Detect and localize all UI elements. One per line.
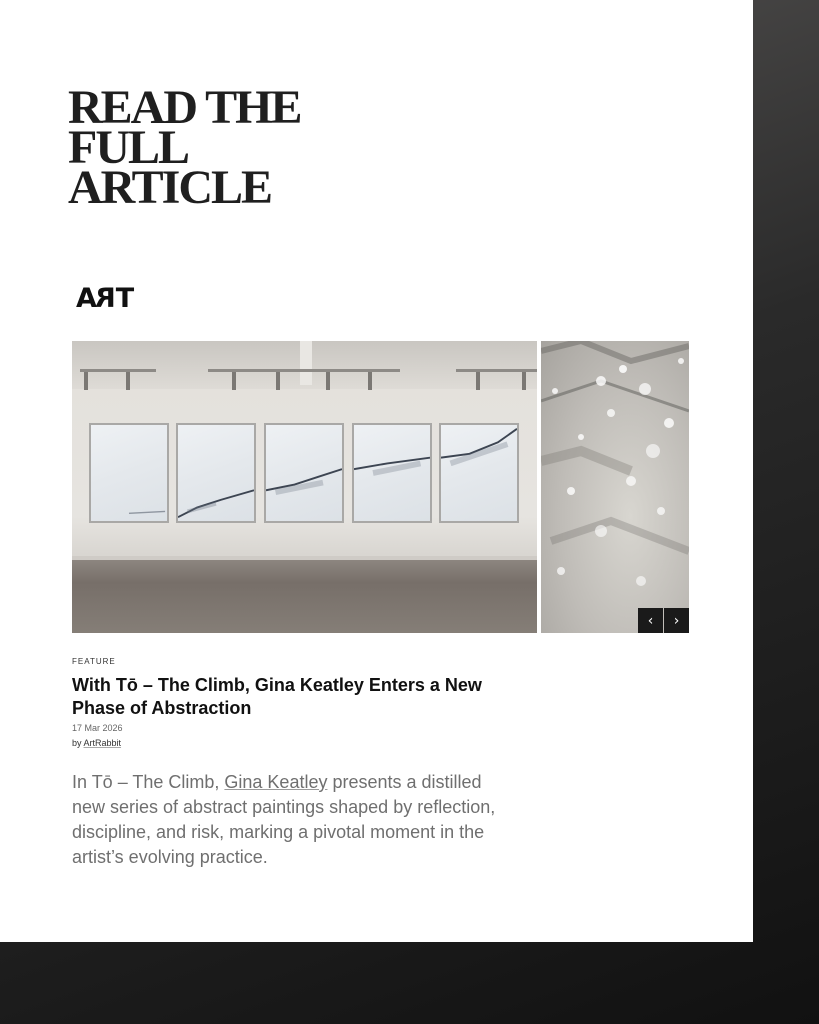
page-title	[68, 81, 388, 214]
painting-5	[439, 423, 519, 523]
chevron-left-icon: ‹	[647, 612, 654, 629]
article-lede	[72, 770, 512, 870]
carousel-next-button[interactable]	[664, 608, 689, 633]
lede-text-end: presents a distilled new series of abstract paintings shaped by reflection, discipline, and risk, marking a pivotal moment in the artist’s evolving practice.	[72, 772, 496, 867]
headline-line-3: ARTICLE	[68, 161, 272, 214]
byline-prefix: by	[72, 738, 84, 748]
spotlight	[326, 372, 330, 390]
spotlight	[476, 372, 480, 390]
ceiling-beam	[300, 341, 312, 385]
article-title[interactable]: With Tō – The Climb, Gina Keatley Enters a New Phase of Abstraction	[72, 675, 482, 718]
headline-line-2: FULL	[68, 121, 189, 174]
lede-text-start: In Tō – The Climb,	[72, 772, 225, 792]
gallery-floor	[72, 556, 537, 633]
author-link[interactable]: ArtRabbit	[83, 738, 122, 748]
gallery-installation-image[interactable]	[72, 341, 537, 633]
abstract-painting-detail-image[interactable]	[541, 341, 689, 633]
logo-letter-a: A	[76, 283, 96, 314]
chevron-right-icon: ›	[673, 612, 680, 629]
painting-1	[89, 423, 169, 523]
article-byline	[72, 738, 121, 748]
article-kicker: FEATURE	[72, 657, 116, 666]
spotlight	[368, 372, 372, 390]
logo-letter-r-mirrored: R	[95, 283, 116, 314]
image-carousel[interactable]	[72, 341, 689, 633]
spotlight	[522, 372, 526, 390]
artist-link[interactable]: Gina Keatley	[224, 772, 328, 792]
spotlight	[232, 372, 236, 390]
carousel-prev-button[interactable]	[638, 608, 663, 633]
spotlight	[126, 372, 130, 390]
painting-3	[264, 423, 344, 523]
headline-line-1: READ THE	[68, 81, 301, 134]
logo-letter-t: T	[115, 283, 134, 314]
spotlight	[84, 372, 88, 390]
painting-2	[176, 423, 256, 523]
light-track	[80, 369, 156, 372]
spotlight	[276, 372, 280, 390]
article-date: 17 Mar 2026	[72, 723, 123, 733]
artrabbit-logo[interactable]	[76, 283, 133, 314]
painting-4	[352, 423, 432, 523]
